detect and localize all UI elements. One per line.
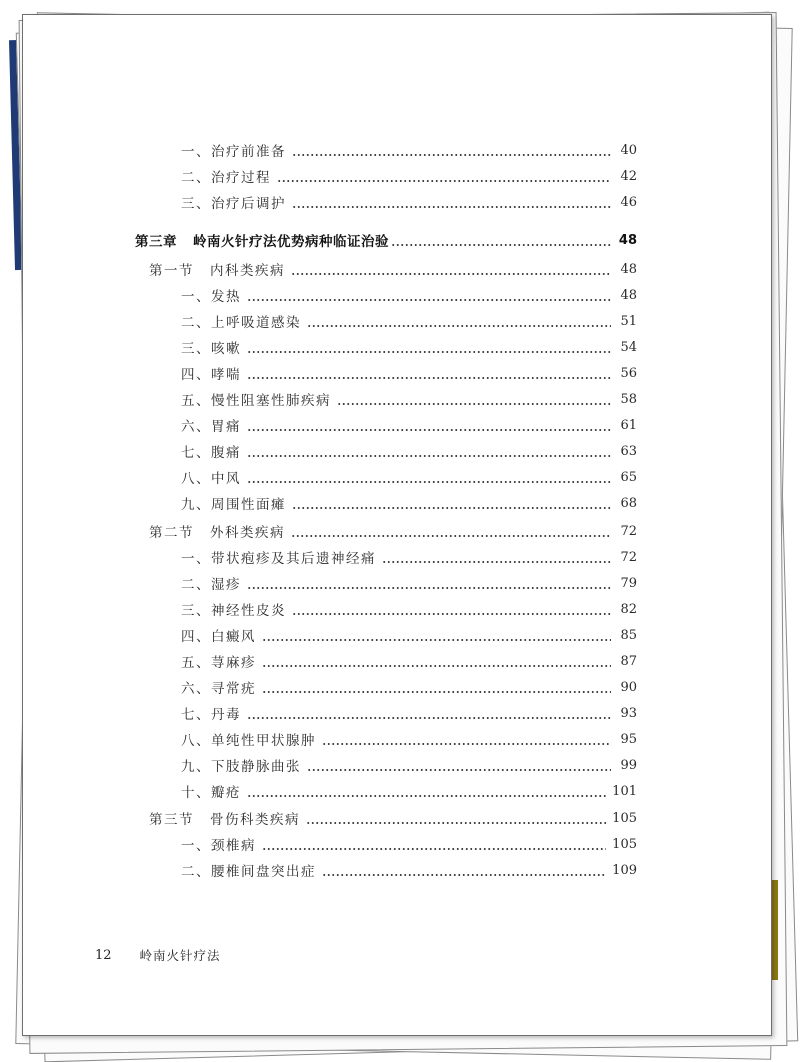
toc-leader-dots xyxy=(262,683,611,695)
toc-leader-dots xyxy=(247,579,611,591)
toc-entry-title: 六、胃痛 xyxy=(181,419,241,435)
toc-entry-title: 二、治疗过程 xyxy=(181,170,271,186)
toc-leader-dots xyxy=(307,761,611,773)
toc-section-number: 第一节 xyxy=(149,263,194,279)
toc-entry-page: 79 xyxy=(620,575,637,591)
toc-leader-dots xyxy=(247,473,611,485)
toc-entry-title: 二、上呼吸道感染 xyxy=(181,315,301,331)
toc-leader-dots xyxy=(247,421,611,433)
toc-section-entry xyxy=(149,258,637,280)
toc-leader-dots xyxy=(262,631,611,643)
toc-entry xyxy=(181,702,637,724)
toc-leader-dots xyxy=(291,527,611,539)
toc-leader-dots xyxy=(322,735,611,747)
page-footer xyxy=(95,945,221,965)
toc-section-number: 第二节 xyxy=(149,525,194,541)
toc-leader-dots xyxy=(306,814,606,826)
toc-leader-dots xyxy=(247,709,611,721)
toc-entry-title: 十、瓣疮 xyxy=(181,785,241,801)
toc-entry-page: 105 xyxy=(612,836,637,852)
toc-entry-page: 48 xyxy=(618,232,637,248)
toc-leader-dots xyxy=(247,787,606,799)
toc-leader-dots xyxy=(262,840,606,852)
toc-entry xyxy=(181,388,637,410)
toc-entry-page: 54 xyxy=(620,339,637,355)
toc-entry-page: 46 xyxy=(620,194,637,210)
toc-section-title: 内科类疾病 xyxy=(210,263,285,279)
toc-entry-page: 85 xyxy=(620,627,637,643)
toc-entry xyxy=(181,650,637,672)
toc-entry xyxy=(181,546,637,568)
toc-leader-dots xyxy=(262,657,611,669)
toc-leader-dots xyxy=(291,265,611,277)
toc-entry-page: 99 xyxy=(620,757,637,773)
toc-entry-page: 93 xyxy=(620,705,637,721)
toc-leader-dots xyxy=(277,172,611,184)
toc-entry-title: 一、治疗前准备 xyxy=(181,144,286,160)
toc-entry-page: 72 xyxy=(620,523,637,539)
toc-entry xyxy=(181,833,637,855)
toc-entry xyxy=(181,466,637,488)
toc-entry xyxy=(181,139,637,161)
toc-entry-title: 一、颈椎病 xyxy=(181,838,256,854)
toc-entry-title: 九、周围性面瘫 xyxy=(181,497,286,513)
toc-entry-page: 95 xyxy=(620,731,637,747)
toc-entry xyxy=(181,310,637,332)
toc-entry-title: 七、丹毒 xyxy=(181,707,241,723)
toc-chapter-title: 岭南火针疗法优势病种临证治验 xyxy=(193,234,389,250)
toc-entry-title: 五、荨麻疹 xyxy=(181,655,256,671)
toc-chapter-number: 第三章 xyxy=(135,234,177,250)
toc-leader-dots xyxy=(292,605,611,617)
toc-section-title: 外科类疾病 xyxy=(210,525,285,541)
toc-section-number: 第三节 xyxy=(149,812,194,828)
toc-leader-dots xyxy=(292,499,611,511)
toc-entry-page: 58 xyxy=(620,391,637,407)
toc-leader-dots xyxy=(391,236,611,248)
toc-entry xyxy=(181,362,637,384)
toc-entry-page: 48 xyxy=(620,287,637,303)
toc-entry-title: 三、治疗后调护 xyxy=(181,196,286,212)
toc-leader-dots xyxy=(307,317,611,329)
toc-section-entry xyxy=(149,520,637,542)
toc-entry xyxy=(181,191,637,213)
toc-leader-dots xyxy=(247,369,611,381)
toc-leader-dots xyxy=(322,866,606,878)
toc-entry-page: 48 xyxy=(620,261,637,277)
toc-entry-title: 二、湿疹 xyxy=(181,577,241,593)
toc-entry-page: 90 xyxy=(620,679,637,695)
toc-entry-title: 三、咳嗽 xyxy=(181,341,241,357)
toc-entry-title: 一、带状疱疹及其后遗神经痛 xyxy=(181,551,376,567)
toc-entry-title: 二、腰椎间盘突出症 xyxy=(181,864,316,880)
toc-chapter-entry xyxy=(135,229,637,251)
toc-entry xyxy=(181,492,637,514)
toc-entry xyxy=(181,572,637,594)
toc-section-title: 骨伤科类疾病 xyxy=(210,812,300,828)
toc-entry-page: 105 xyxy=(612,810,637,826)
toc-entry xyxy=(181,336,637,358)
toc-entry-page: 101 xyxy=(612,783,637,799)
toc-entry-page: 61 xyxy=(620,417,637,433)
toc-entry-page: 56 xyxy=(620,365,637,381)
toc-entry-page: 42 xyxy=(620,168,637,184)
toc-entry xyxy=(181,859,637,881)
footer-page-number: 12 xyxy=(95,947,112,963)
toc-entry-page: 51 xyxy=(620,313,637,329)
toc-entry-title: 五、慢性阻塞性肺疾病 xyxy=(181,393,331,409)
toc-entry-page: 87 xyxy=(620,653,637,669)
toc-entry-page: 72 xyxy=(620,549,637,565)
toc-entry xyxy=(181,728,637,750)
toc-entry xyxy=(181,754,637,776)
toc-entry-title: 一、发热 xyxy=(181,289,241,305)
toc-entry xyxy=(181,284,637,306)
toc-entry-title: 六、寻常疣 xyxy=(181,681,256,697)
toc-entry-title: 八、中风 xyxy=(181,471,241,487)
toc-entry-page: 68 xyxy=(620,495,637,511)
toc-entry xyxy=(181,440,637,462)
toc-entry-title: 四、哮喘 xyxy=(181,367,241,383)
document-page xyxy=(22,14,772,1036)
toc-entry xyxy=(181,598,637,620)
toc-leader-dots xyxy=(247,447,611,459)
toc-section-entry xyxy=(149,807,637,829)
toc-leader-dots xyxy=(247,291,611,303)
toc-leader-dots xyxy=(382,553,611,565)
toc-entry-page: 63 xyxy=(620,443,637,459)
toc-entry-title: 八、单纯性甲状腺肿 xyxy=(181,733,316,749)
toc-entry-title: 七、腹痛 xyxy=(181,445,241,461)
toc-entry-title: 三、神经性皮炎 xyxy=(181,603,286,619)
toc-entry xyxy=(181,780,637,802)
toc-entry-title: 九、下肢静脉曲张 xyxy=(181,759,301,775)
toc-leader-dots xyxy=(292,198,611,210)
toc-entry-page: 65 xyxy=(620,469,637,485)
footer-book-title: 岭南火针疗法 xyxy=(139,948,221,963)
toc-entry-page: 109 xyxy=(612,862,637,878)
toc-entry-page: 40 xyxy=(620,142,637,158)
toc-leader-dots xyxy=(247,343,611,355)
toc-entry-title: 四、白癜风 xyxy=(181,629,256,645)
toc-entry xyxy=(181,624,637,646)
toc-entry xyxy=(181,165,637,187)
toc-entry-page: 82 xyxy=(620,601,637,617)
toc-leader-dots xyxy=(337,395,611,407)
toc-entry xyxy=(181,414,637,436)
toc-leader-dots xyxy=(292,146,611,158)
toc-entry xyxy=(181,676,637,698)
